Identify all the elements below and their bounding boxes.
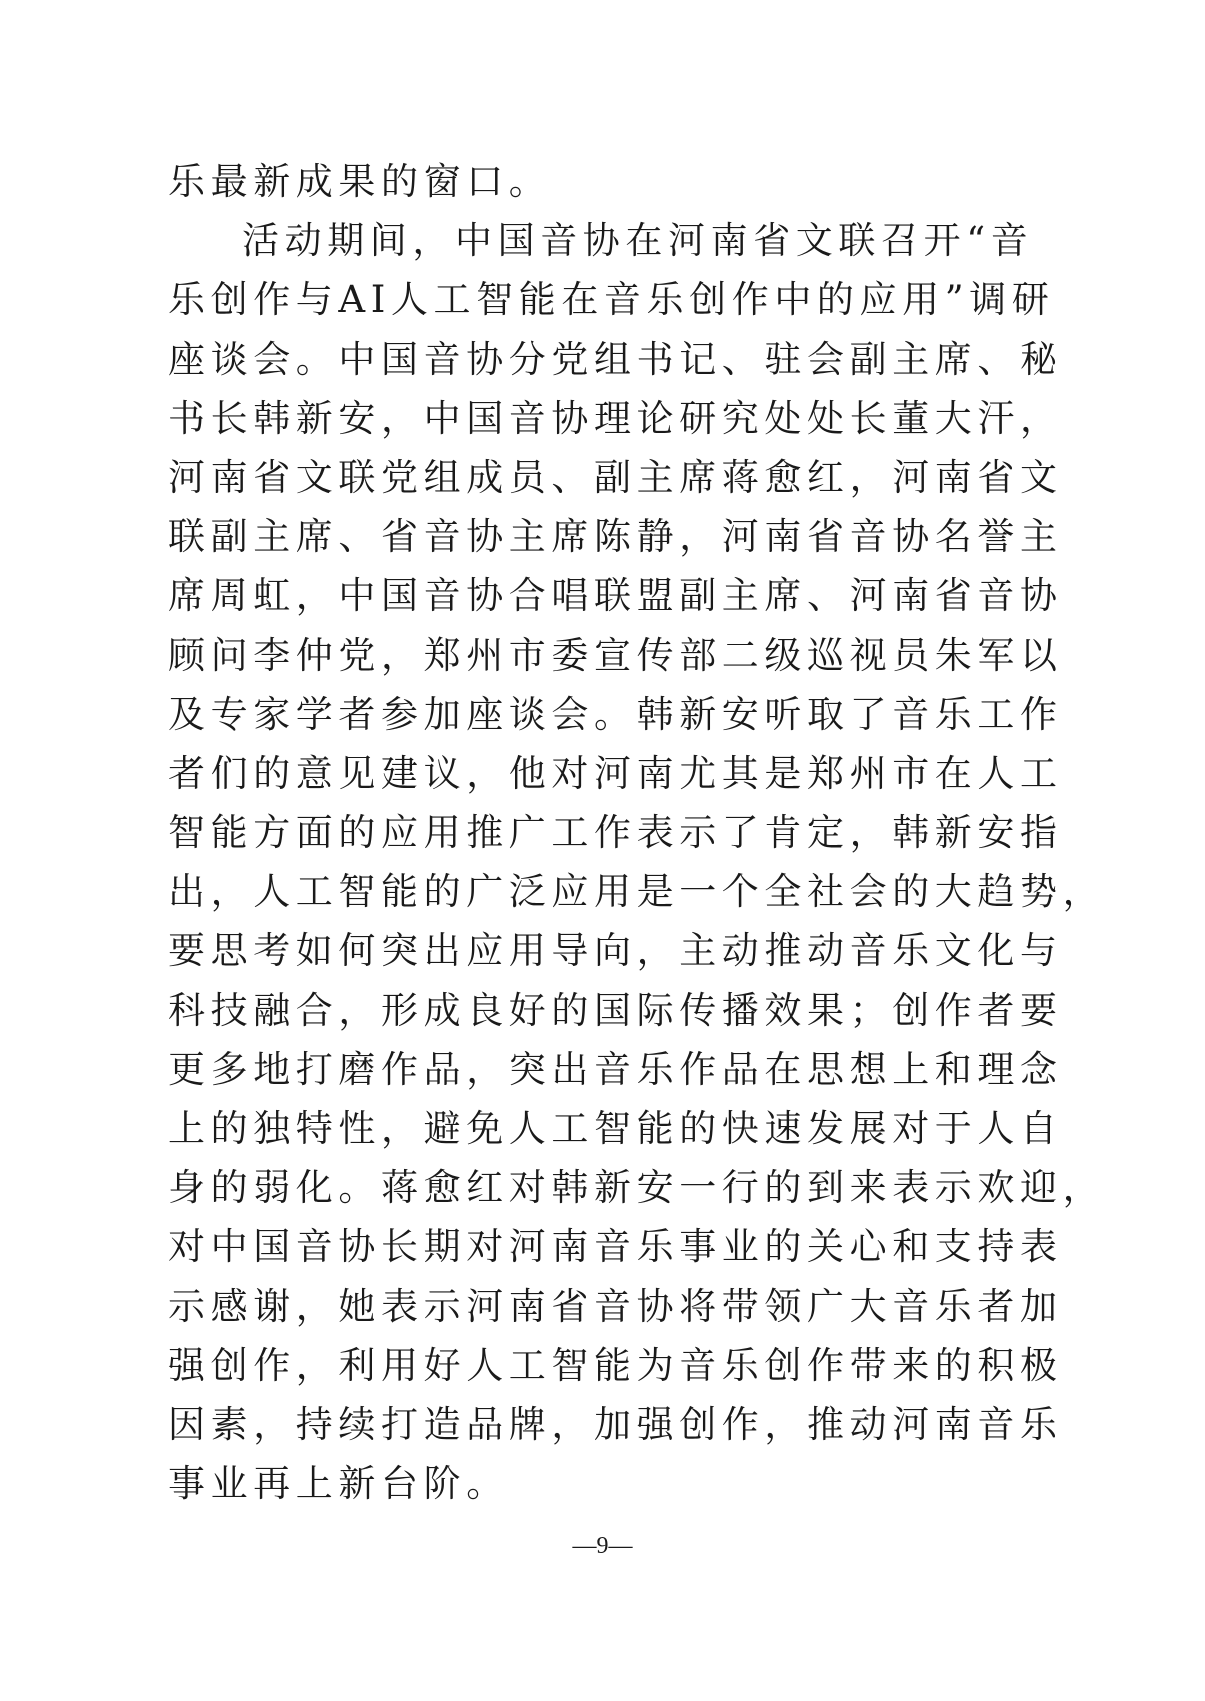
text-line: 席周虹，中国音协合唱联盟副主席、河南省音协	[168, 574, 1063, 618]
text-line: 出，人工智能的广泛应用是一个全社会的大趋势，	[168, 870, 1106, 914]
page-number: —9—	[572, 1533, 633, 1559]
text-line: 乐最新成果的窗口。	[168, 160, 552, 203]
text-line: 强创作，利用好人工智能为音乐创作带来的积极	[168, 1343, 1063, 1387]
text-line: 活动期间，中国音协在河南省文联召开“音	[242, 219, 1034, 263]
text-line: 乐创作与AI人工智能在音乐创作中的应用”调研	[168, 278, 1055, 322]
text-line: 对中国音协长期对河南音乐事业的关心和支持表	[168, 1225, 1063, 1269]
text-line: 顾问李仲党，郑州市委宣传部二级巡视员朱军以	[168, 633, 1063, 677]
text-line: 科技融合，形成良好的国际传播效果；创作者要	[168, 988, 1063, 1032]
text-line: 更多地打磨作品，突出音乐作品在思想上和理念	[168, 1047, 1063, 1091]
text-line: 事业再上新台阶。	[168, 1462, 509, 1506]
text-line: 身的弱化。蒋愈红对韩新安一行的到来表示欢迎，	[168, 1166, 1106, 1210]
text-line: 座谈会。中国音协分党组书记、驻会副主席、秘	[168, 337, 1063, 381]
text-line: 因素，持续打造品牌，加强创作，推动河南音乐	[168, 1402, 1063, 1446]
paragraph-continued	[168, 152, 948, 211]
text-line: 要思考如何突出应用导向，主动推动音乐文化与	[168, 929, 1063, 973]
text-line: 联副主席、省音协主席陈静，河南省音协名誉主	[168, 515, 1063, 559]
paragraph-forum-meeting	[168, 211, 1106, 1513]
text-line: 书长韩新安，中国音协理论研究处处长董大汗，	[168, 396, 1063, 440]
text-line: 及专家学者参加座谈会。韩新安听取了音乐工作	[168, 692, 1063, 736]
text-line: 示感谢，她表示河南省音协将带领广大音乐者加	[168, 1284, 1063, 1328]
text-line: 河南省文联党组成员、副主席蒋愈红，河南省文	[168, 455, 1063, 499]
body-text	[168, 152, 1106, 1513]
text-line: 者们的意见建议，他对河南尤其是郑州市在人工	[168, 751, 1063, 795]
text-line: 上的独特性，避免人工智能的快速发展对于人自	[168, 1107, 1063, 1150]
text-line: 智能方面的应用推广工作表示了肯定，韩新安指	[168, 811, 1063, 855]
